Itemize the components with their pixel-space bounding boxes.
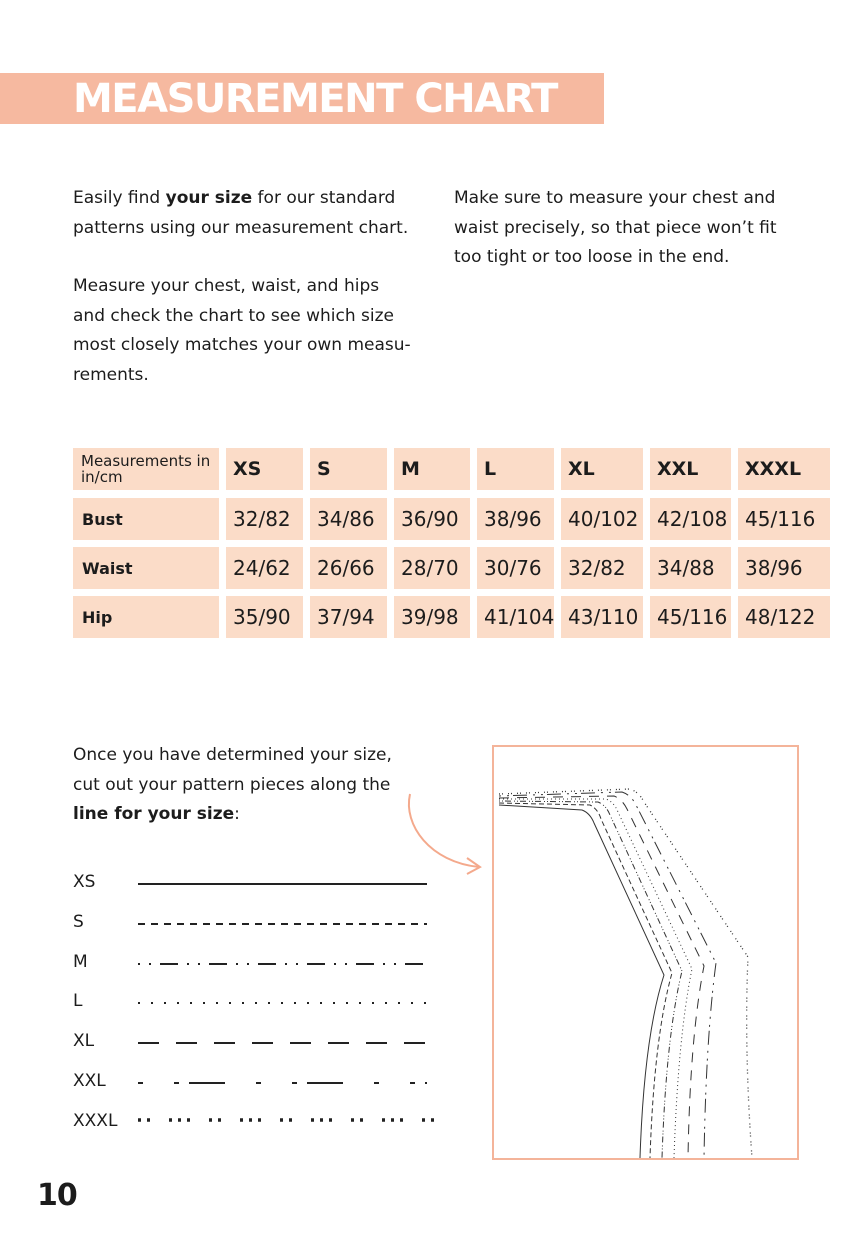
intro-p1-pre: Easily find (73, 188, 166, 208)
intro-paragraph-2 (73, 272, 411, 390)
line-style-xs (138, 874, 433, 894)
table-cell: 48/122 (738, 596, 830, 638)
line-style-m (138, 954, 433, 974)
line-style-xxl (138, 1073, 433, 1093)
legend-label-m: M (73, 952, 88, 972)
intro-p2-line: most closely matches your own measu- (73, 335, 411, 355)
table-header-size: S (310, 448, 387, 490)
table-row-label: Bust (73, 498, 219, 540)
table-cell: 28/70 (394, 547, 470, 589)
table-cell: 34/88 (650, 547, 731, 589)
intro-p2-line: rements. (73, 364, 149, 385)
cut-note-colon: : (234, 804, 240, 824)
table-cell: 43/110 (561, 596, 643, 638)
table-header-size: M (394, 448, 470, 490)
table-cell: 24/62 (226, 547, 303, 589)
intro-paragraph-3 (454, 184, 777, 273)
table-cell: 45/116 (650, 596, 731, 638)
table-cell: 35/90 (226, 596, 303, 638)
table-cell: 38/96 (738, 547, 830, 589)
intro-p3-line: Make sure to measure your chest and (454, 188, 776, 208)
cut-note-bold: line for your size (73, 804, 235, 824)
legend-label-l: L (73, 991, 83, 1011)
table-cell: 26/66 (310, 547, 387, 589)
intro-p3-line: waist precisely, so that piece won’t fit (454, 217, 777, 238)
page-title: MEASUREMENT CHART (73, 76, 557, 122)
pattern-illustration (492, 745, 799, 1160)
table-header-size: XL (561, 448, 643, 490)
table-cell: 40/102 (561, 498, 643, 540)
table-cell: 32/82 (226, 498, 303, 540)
intro-p1-line2: patterns using our measurement chart. (73, 217, 409, 238)
table-cell: 42/108 (650, 498, 731, 540)
pattern-lines (494, 747, 797, 1158)
table-header-size: XXL (650, 448, 731, 490)
table-cell: 37/94 (310, 596, 387, 638)
legend-label-xl: XL (73, 1031, 95, 1051)
cut-note-line1: Once you have determined your size, (73, 745, 392, 765)
table-header-size: XS (226, 448, 303, 490)
line-style-l (138, 993, 433, 1013)
intro-p1-post: for our standard (252, 188, 396, 208)
intro-p2-line: and check the chart to see which size (73, 305, 394, 326)
legend-label-xxl: XXL (73, 1071, 106, 1091)
table-cell: 36/90 (394, 498, 470, 540)
cut-note (73, 741, 392, 830)
table-header-size: L (477, 448, 554, 490)
table-cell: 38/96 (477, 498, 554, 540)
intro-p2-line: Measure your chest, waist, and hips (73, 276, 380, 296)
intro-paragraph-1 (73, 184, 408, 243)
curved-arrow-icon (395, 780, 490, 880)
legend-label-xs: XS (73, 872, 96, 892)
cut-note-line2: cut out your pattern pieces along the (73, 774, 391, 795)
legend-label-xxxl: XXXL (73, 1111, 118, 1131)
table-cell: 30/76 (477, 547, 554, 589)
intro-p1-bold: your size (165, 188, 253, 208)
legend-label-s: S (73, 912, 84, 932)
table-header-size: XXXL (738, 448, 830, 490)
line-style-xl (138, 1033, 433, 1053)
table-cell: 41/104 (477, 596, 554, 638)
page-number: 10 (37, 1178, 77, 1213)
table-cell: 39/98 (394, 596, 470, 638)
table-row-label: Waist (73, 547, 219, 589)
table-cell: 34/86 (310, 498, 387, 540)
line-style-s (138, 914, 433, 934)
intro-p3-line: too tight or too loose in the end. (454, 247, 730, 267)
table-row-label: Hip (73, 596, 219, 638)
line-style-xxxl (138, 1110, 438, 1130)
table-corner-label: Measurements in in/cm (73, 448, 219, 490)
table-cell: 45/116 (738, 498, 830, 540)
table-cell: 32/82 (561, 547, 643, 589)
